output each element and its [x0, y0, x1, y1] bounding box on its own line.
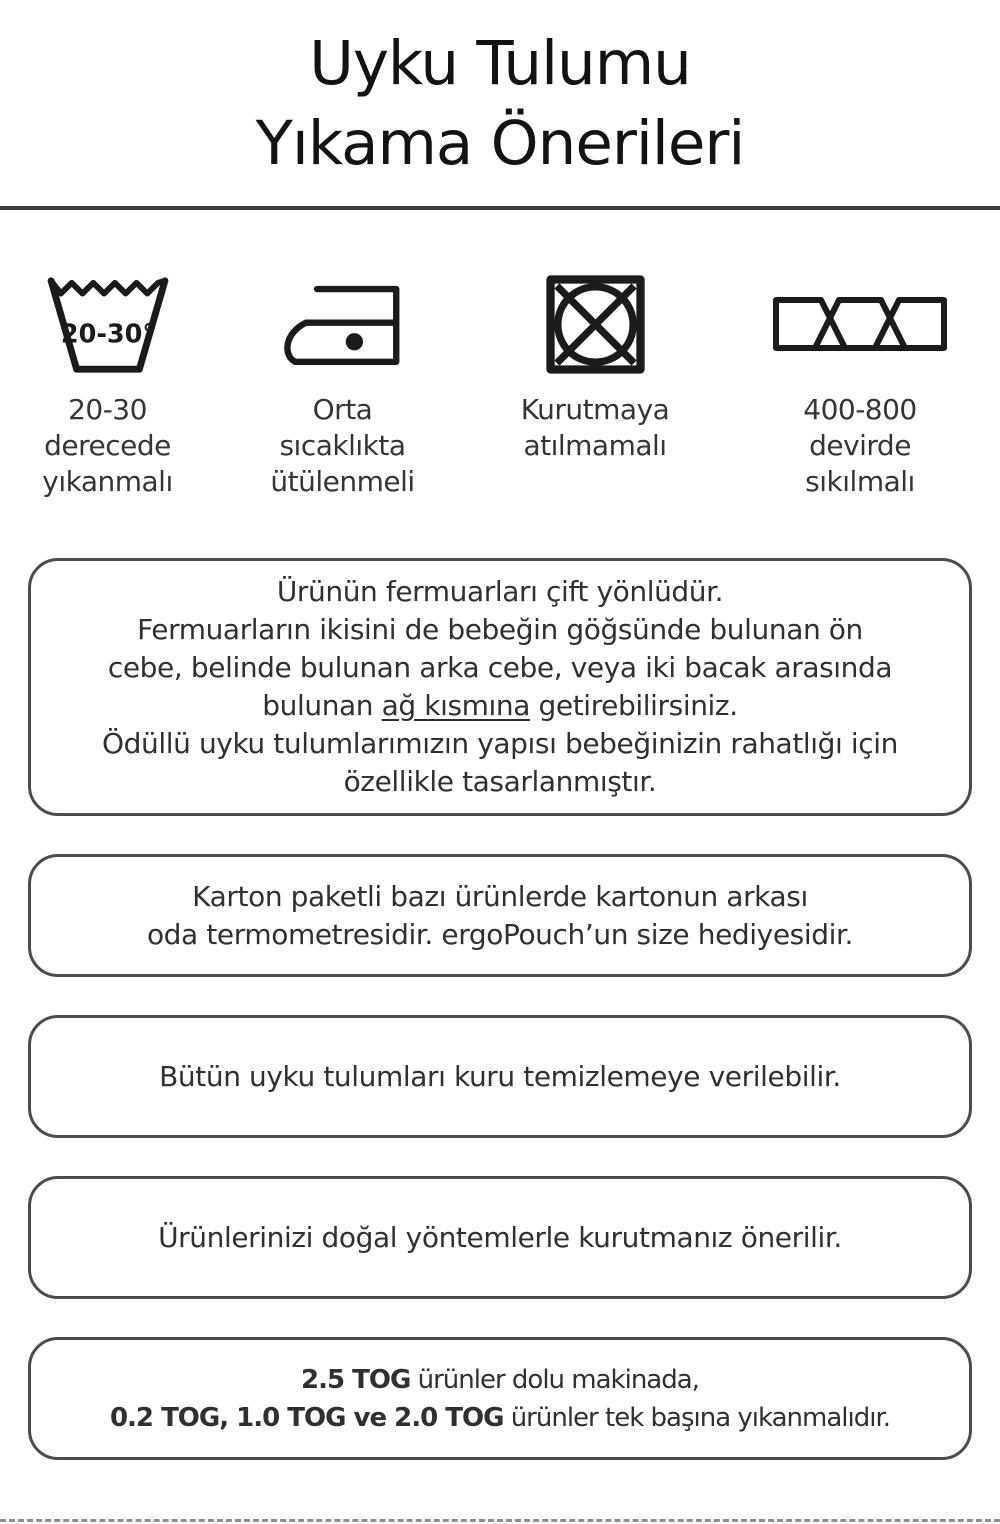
wring-svg [772, 296, 948, 352]
text-line: sıkılmalı [805, 465, 915, 498]
bottom-cut-line [0, 1519, 1000, 1522]
text-line: derecede [44, 429, 171, 462]
text-segment: Fermuarların ikisini de bebeğin göğsünde bulunan ön [137, 613, 863, 646]
text-segment: Ürünlerinizi doğal yöntemlerle kurutmanız önerilir. [158, 1220, 842, 1254]
wash-temperature-label: 20-30° [60, 319, 155, 350]
info-box-natural-drying [28, 1176, 972, 1299]
care-symbols-row [0, 268, 1000, 500]
text-segment: getirebilirsiniz. [530, 689, 738, 722]
info-box-tog-washing [28, 1337, 972, 1460]
text-line [51, 1361, 949, 1399]
no-tumble-dry-caption [521, 392, 670, 464]
no-tumble-dry-svg [545, 274, 646, 375]
text-line: 400-800 [803, 393, 917, 426]
text-line [51, 1399, 949, 1437]
text-segment: Bütün uyku tulumları kuru temizlemeye verilebilir. [159, 1059, 841, 1093]
wring-caption [803, 392, 917, 500]
care-symbol-wring [720, 268, 1000, 500]
text-segment: ürünler dolu makinada, [410, 1364, 699, 1395]
page-title [0, 24, 1000, 184]
text-line [51, 1219, 949, 1257]
care-symbol-wash [0, 268, 215, 500]
text-line: yıkanmalı [42, 465, 173, 498]
info-box-thermometer [28, 854, 972, 977]
text-line [51, 649, 949, 687]
text-line: Orta [312, 393, 373, 426]
text-line [51, 573, 949, 611]
text-segment: ağ kısmına [381, 689, 531, 722]
do-not-tumble-dry-icon [545, 268, 646, 380]
text-line: Kurutmaya [520, 393, 670, 426]
text-segment: Ürünün fermuarları çift yönlüdür. [276, 575, 724, 608]
iron-medium-heat-icon [277, 268, 409, 380]
text-line: atılmamalı [523, 429, 667, 462]
text-line [51, 725, 949, 763]
text-line [51, 1058, 949, 1096]
care-symbol-iron [215, 268, 470, 500]
iron-svg [277, 279, 409, 370]
iron-caption [270, 392, 414, 500]
text-line: ütülenmeli [270, 465, 415, 498]
page-title-line-1: Uyku Tulumu [309, 28, 691, 99]
text-segment: ürünler tek başına yıkanmalıdır. [503, 1402, 891, 1433]
title-divider [0, 206, 1000, 210]
text-line [51, 916, 949, 954]
wash-tub-svg [44, 272, 172, 376]
text-line [51, 763, 949, 801]
text-segment: 2.5 TOG [301, 1364, 411, 1395]
text-line [51, 687, 949, 725]
text-line [51, 878, 949, 916]
text-segment: 0.2 TOG, 1.0 TOG ve 2.0 TOG [109, 1402, 504, 1433]
wash-caption [42, 392, 172, 500]
text-segment: özellikle tasarlanmıştır. [343, 765, 657, 798]
text-segment: bulunan [262, 689, 382, 722]
info-box-dry-cleaning [28, 1015, 972, 1138]
text-segment: oda termometresidir. ergoPouch’un size hediyesidir. [146, 917, 854, 951]
text-segment: cebe, belinde bulunan arka cebe, veya iki bacak arasında [107, 651, 893, 684]
wash-tub-20-30-icon [44, 268, 172, 380]
text-segment: Karton paketli bazı ürünlerde kartonun arkası [192, 879, 808, 913]
text-line: 20-30 [68, 393, 147, 426]
text-line: devirde [809, 429, 911, 462]
page-title-line-2: Yıkama Önerileri [255, 108, 745, 179]
text-segment: Ödüllü uyku tulumlarımızın yapısı bebeğinizin rahatlığı için [101, 727, 899, 760]
text-line: sıcaklıkta [279, 429, 406, 462]
care-symbol-no-tumble-dry [470, 268, 720, 500]
info-box-zipper [28, 558, 972, 816]
text-line [51, 611, 949, 649]
wring-spin-icon [772, 268, 948, 380]
info-boxes [0, 558, 1000, 1460]
